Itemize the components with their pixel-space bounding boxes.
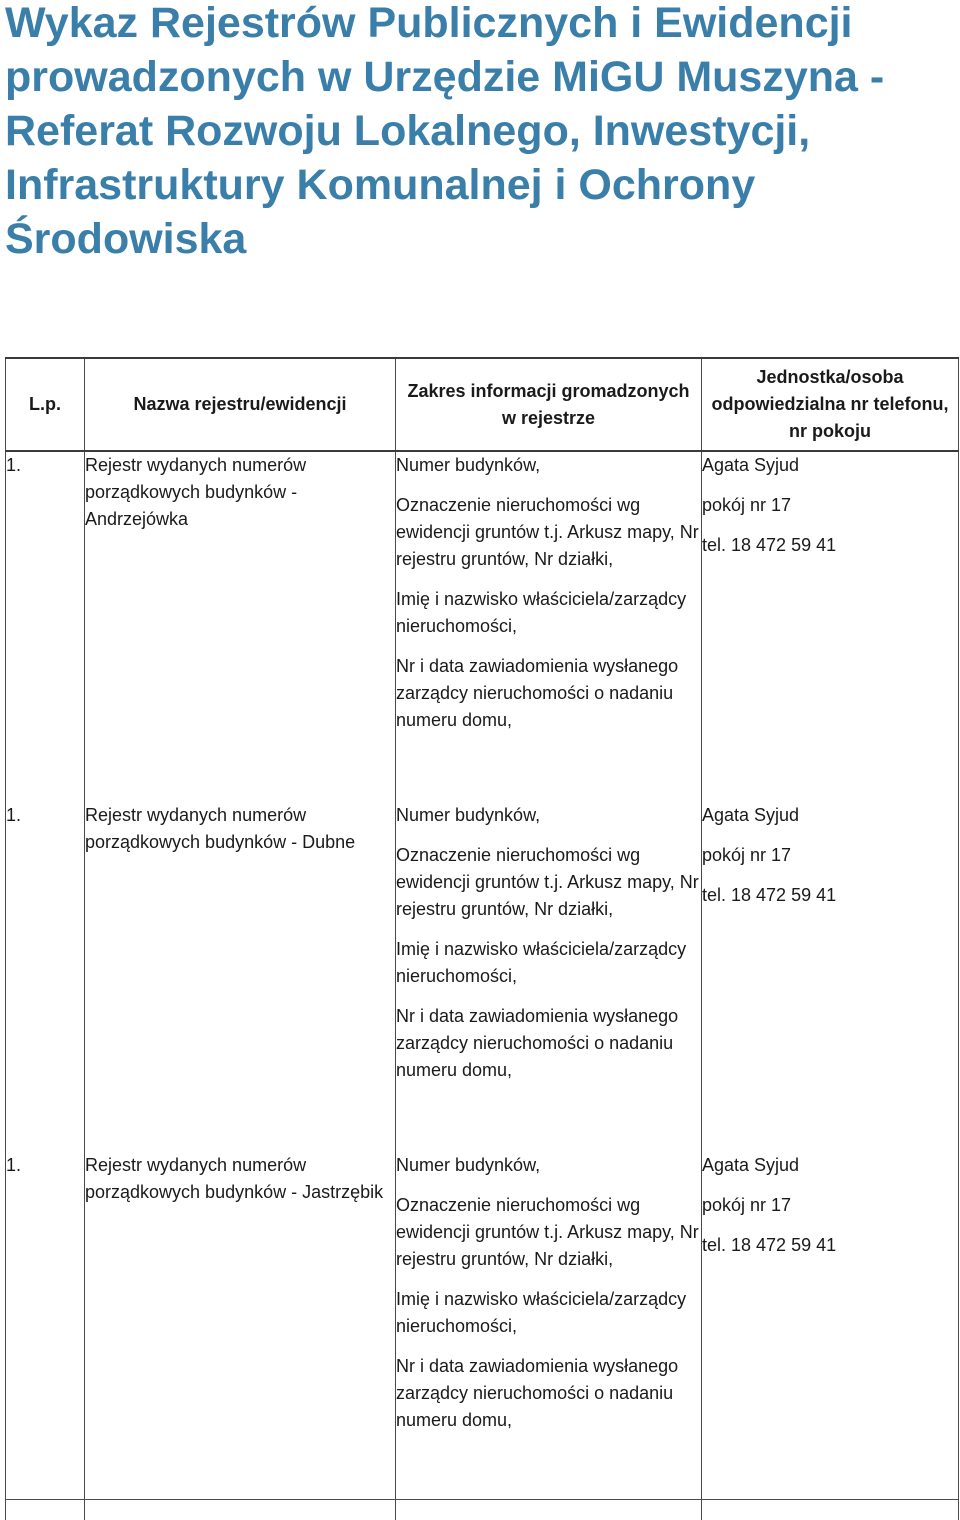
header-register-name: Nazwa rejestru/ewidencji xyxy=(85,358,396,451)
registers-table xyxy=(5,357,959,1520)
information-scope xyxy=(396,1152,702,1500)
info-item: Oznaczenie nieruchomości wg ewidencji gruntów t.j. Arkusz mapy, Nr rejestru gruntów, Nr działki, xyxy=(396,492,701,573)
info-item: Oznaczenie nieruchomości wg ewidencji gruntów t.j. Arkusz mapy, Nr rejestru gruntów, Nr działki, xyxy=(396,1192,701,1273)
info-item: Nr i data zawiadomienia wysłanego zarządcy nieruchomości o nadaniu numeru domu, xyxy=(396,1003,701,1084)
header-information-scope: Zakres informacji gromadzonych w rejestrze xyxy=(396,358,702,451)
info-item: Imię i nazwisko właściciela/zarządcy nieruchomości, xyxy=(396,936,701,990)
table-row-continuation xyxy=(6,1500,959,1520)
contact-room: pokój nr 17 xyxy=(702,1192,958,1219)
empty-cell xyxy=(396,1500,702,1520)
responsible-contact xyxy=(702,451,959,802)
empty-cell xyxy=(6,1500,85,1520)
header-responsible-contact: Jednostka/osoba odpowiedzialna nr telefonu, nr pokoju xyxy=(702,358,959,451)
info-item: Nr i data zawiadomienia wysłanego zarządcy nieruchomości o nadaniu numeru domu, xyxy=(396,1353,701,1434)
table-body xyxy=(6,451,959,1520)
information-scope xyxy=(396,802,702,1152)
table-header xyxy=(6,358,959,451)
responsible-contact xyxy=(702,1152,959,1500)
info-item: Nr i data zawiadomienia wysłanego zarządcy nieruchomości o nadaniu numeru domu, xyxy=(396,653,701,734)
row-number: 1. xyxy=(6,802,85,1152)
page-title-line: Wykaz Rejestrów Publicznych i Ewidencji xyxy=(5,0,950,50)
register-name: Rejestr wydanych numerów porządkowych budynków - Jastrzębik xyxy=(85,1152,396,1500)
info-item: Numer budynków, xyxy=(396,802,701,829)
header-lp: L.p. xyxy=(6,358,85,451)
page-title-line: Infrastruktury Komunalnej i Ochrony xyxy=(5,158,950,212)
register-name: Rejestr wydanych numerów porządkowych budynków - Andrzejówka xyxy=(85,451,396,802)
info-item: Oznaczenie nieruchomości wg ewidencji gruntów t.j. Arkusz mapy, Nr rejestru gruntów, Nr działki, xyxy=(396,842,701,923)
info-item: Numer budynków, xyxy=(396,452,701,479)
page-title-line: prowadzonych w Urzędzie MiGU Muszyna - xyxy=(5,50,950,104)
table-row xyxy=(6,451,959,802)
info-item: Numer budynków, xyxy=(396,1152,701,1179)
page-title xyxy=(5,0,950,266)
page-title-line: Środowiska xyxy=(5,212,950,266)
register-name: Rejestr wydanych numerów porządkowych budynków - Dubne xyxy=(85,802,396,1152)
empty-cell xyxy=(85,1500,396,1520)
table-row xyxy=(6,802,959,1152)
contact-phone: tel. 18 472 59 41 xyxy=(702,882,958,909)
contact-person: Agata Syjud xyxy=(702,452,958,479)
contact-room: pokój nr 17 xyxy=(702,492,958,519)
info-item: Imię i nazwisko właściciela/zarządcy nieruchomości, xyxy=(396,1286,701,1340)
header-row xyxy=(6,358,959,451)
contact-room: pokój nr 17 xyxy=(702,842,958,869)
information-scope xyxy=(396,451,702,802)
contact-phone: tel. 18 472 59 41 xyxy=(702,532,958,559)
row-number: 1. xyxy=(6,1152,85,1500)
table-row xyxy=(6,1152,959,1500)
empty-cell xyxy=(702,1500,959,1520)
info-item: Imię i nazwisko właściciela/zarządcy nieruchomości, xyxy=(396,586,701,640)
responsible-contact xyxy=(702,802,959,1152)
row-number: 1. xyxy=(6,451,85,802)
contact-person: Agata Syjud xyxy=(702,1152,958,1179)
contact-person: Agata Syjud xyxy=(702,802,958,829)
contact-phone: tel. 18 472 59 41 xyxy=(702,1232,958,1259)
page-title-line: Referat Rozwoju Lokalnego, Inwestycji, xyxy=(5,104,950,158)
